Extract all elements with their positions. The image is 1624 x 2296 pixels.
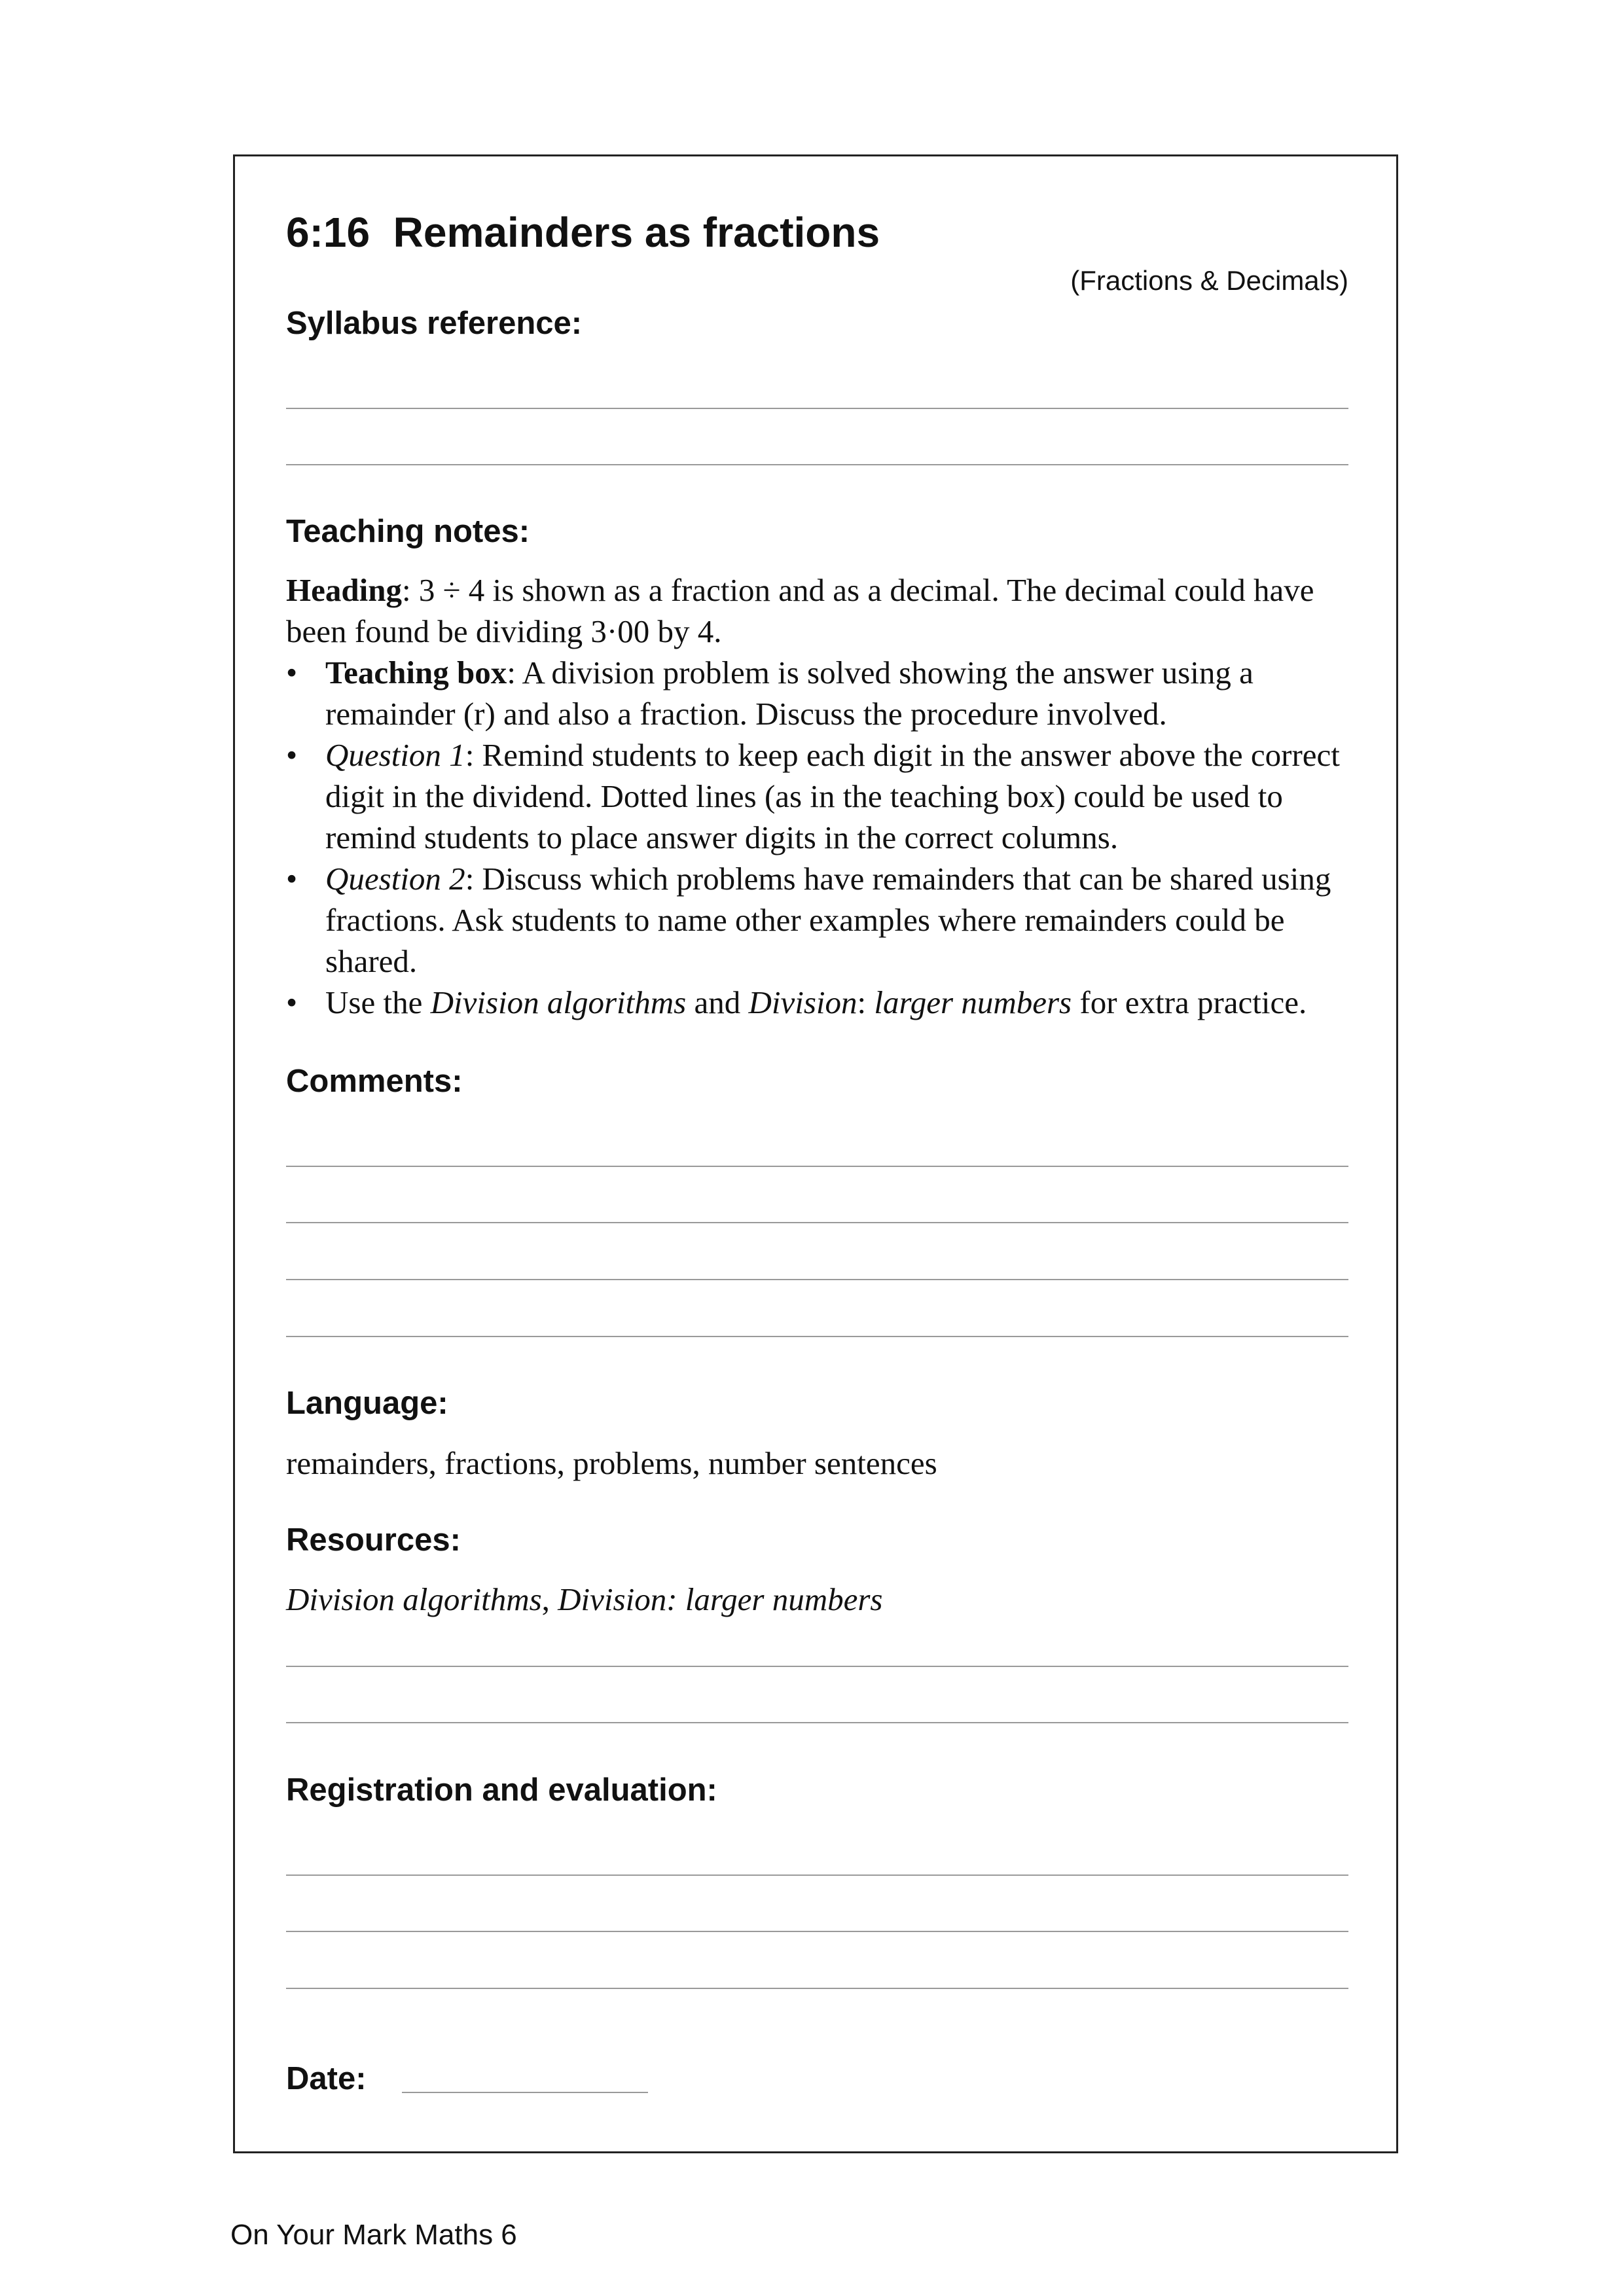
resource-ref: Division: larger numbers	[558, 1581, 883, 1617]
note-text: : Remind students to keep each digit in the answer above the correct digit in the dividend. Dotted lines (as in the teaching box) could be used to remind students to place answer digits in the correct columns.	[325, 737, 1340, 855]
resources-line-2[interactable]	[286, 1722, 1348, 1723]
note-label: Teaching box	[325, 655, 507, 691]
bullet-icon: •	[286, 737, 298, 773]
footer-text: On Your Mark Maths 6	[230, 2219, 517, 2251]
comments-line-3[interactable]	[286, 1279, 1348, 1280]
resource-ref: larger numbers	[874, 984, 1072, 1020]
teaching-notes-body	[286, 569, 1360, 1023]
registration-line-1[interactable]	[286, 1874, 1348, 1876]
teaching-notes-heading: Teaching notes:	[286, 514, 530, 549]
resources-heading: Resources:	[286, 1522, 461, 1558]
registration-heading: Registration and evaluation:	[286, 1772, 717, 1808]
resource-ref: Division	[748, 984, 857, 1020]
list-item	[286, 982, 1360, 1023]
list-item	[286, 734, 1360, 858]
note-text: and	[686, 984, 749, 1020]
registration-line-2[interactable]	[286, 1931, 1348, 1932]
resource-separator: ,	[541, 1581, 558, 1617]
comments-heading: Comments:	[286, 1064, 463, 1099]
syllabus-line-2[interactable]	[286, 464, 1348, 465]
note-text: for extra practice.	[1072, 984, 1307, 1020]
resource-ref: Division algorithms	[286, 1581, 542, 1617]
heading-note-text: : 3 ÷ 4 is shown as a fraction and as a decimal. The decimal could have been found be dividing 3·00 by 4.	[286, 572, 1314, 649]
comments-line-2[interactable]	[286, 1222, 1348, 1223]
note-text: :	[857, 984, 875, 1020]
worksheet-frame	[233, 154, 1398, 2153]
language-text: remainders, fractions, problems, number sentences	[286, 1445, 937, 1481]
note-text: : Discuss which problems have remainders that can be shared using fractions. Ask students to name other examples where remainders could be shared.	[325, 861, 1331, 979]
note-text: : A division problem is solved showing the answer using a remainder (r) and also a fraction. Discuss the procedure involved.	[325, 655, 1254, 732]
list-item	[286, 858, 1360, 982]
syllabus-heading: Syllabus reference:	[286, 306, 583, 341]
note-label: Question 2	[325, 861, 465, 897]
list-item	[286, 652, 1360, 734]
date-label: Date:	[286, 2061, 367, 2096]
comments-line-1[interactable]	[286, 1166, 1348, 1167]
teaching-notes-list	[286, 652, 1360, 1023]
bullet-icon: •	[286, 861, 298, 897]
resource-ref: Division algorithms	[430, 984, 687, 1020]
bullet-icon: •	[286, 655, 298, 691]
heading-note	[286, 569, 1360, 652]
date-field[interactable]	[402, 2092, 648, 2093]
heading-note-label: Heading	[286, 572, 402, 608]
syllabus-line-1[interactable]	[286, 408, 1348, 409]
resources-line-1[interactable]	[286, 1666, 1348, 1667]
registration-line-3[interactable]	[286, 1988, 1348, 1989]
comments-line-4[interactable]	[286, 1336, 1348, 1337]
resources-text	[286, 1579, 1360, 1620]
page-title: 6:16 Remainders as fractions	[286, 209, 880, 256]
note-text: Use the	[325, 984, 431, 1020]
language-heading: Language:	[286, 1386, 448, 1421]
subject-label: (Fractions & Decimals)	[1070, 265, 1348, 296]
note-label: Question 1	[325, 737, 465, 773]
bullet-icon: •	[286, 984, 298, 1020]
